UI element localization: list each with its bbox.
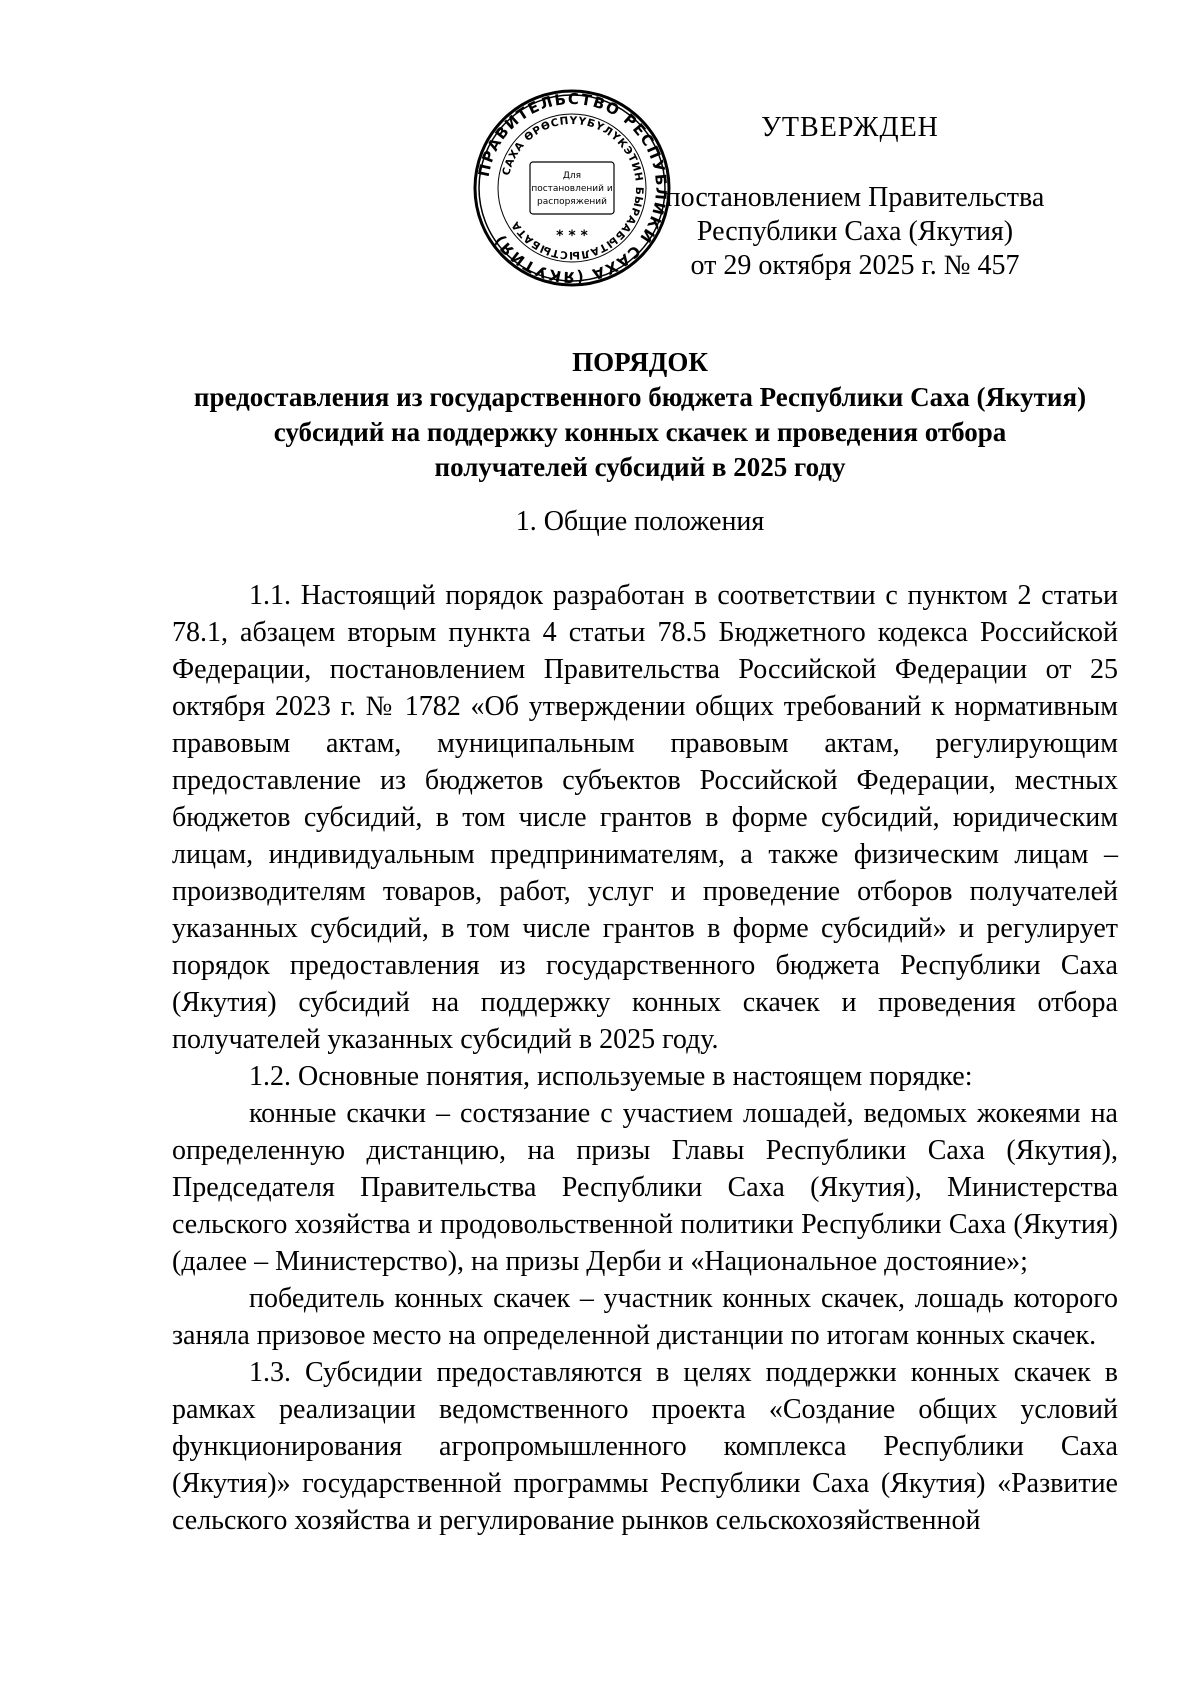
- seal-center-line2: постановлений и: [531, 184, 613, 194]
- title-line4: получателей субсидий в 2025 году: [434, 452, 846, 482]
- document-body: [172, 577, 1118, 1539]
- document-title: [150, 345, 1130, 485]
- title-line2: предоставления из государственного бюджета Республики Саха (Якутия): [193, 382, 1087, 412]
- seal-stars: * * *: [556, 228, 588, 244]
- seal-outer-text: ПРАВИТЕЛЬСТВО РЕСПУБЛИКИ САХА (ЯКУТИЯ): [474, 89, 671, 287]
- seal-center-line3: распоряжений: [537, 197, 607, 207]
- title-line3: субсидий на поддержку конных скачек и проведения отбора: [273, 417, 1007, 447]
- approval-line1: постановлением Правительства: [665, 182, 1045, 213]
- section-heading: 1. Общие положения: [515, 506, 765, 537]
- title-line1: ПОРЯДОК: [572, 347, 708, 377]
- paragraph-1-1: 1.1. Настоящий порядок разработан в соответствии с пунктом 2 статьи 78.1, абзацем вторым пункта 4 статьи 78.5 Бюджетного кодекса Российской Федерации, постановлением Правительства Российской Федерации от 25 октября 2023 г. № 1782 «Об утверждении общих требований к нормативным правовым актам, муниципальным правовым актам, регулирующим предоставление из бюджетов субъектов Российской Федерации, местных бюджетов субсидий, в том числе грантов в форме субсидий, юридическим лицам, индивидуальным предпринимателям, а также физическим лицам – производителям товаров, работ, услуг и проведение отборов получателей указанных субсидий, в том числе грантов в форме субсидий» и регулирует порядок предоставления из государственного бюджета Республики Саха (Якутия) субсидий на поддержку конных скачек и проведения отбора получателей указанных субсидий в 2025 году.: [172, 580, 1118, 1055]
- seal-center-line1: Для: [562, 171, 582, 181]
- paragraph-1-3: 1.3. Субсидии предоставляются в целях поддержки конных скачек в рамках реализации ведомственного проекта «Создание общих условий функционирования агропромышленного комплекса Республики Саха (Якутия)» государственной программы Республики Саха (Якутия) «Развитие сельского хозяйства и регулирование рынков сельскохозяйственной: [172, 1357, 1118, 1536]
- approval-line2: Республики Саха (Якутия): [696, 216, 1014, 247]
- seal-inner-text: САХА ӨРӨСПҮҮБҮЛҮКЭТИН БЫРААБЫТАЛЫСТЫБАТА: [500, 114, 646, 262]
- approval-label: УТВЕРЖДЕН: [761, 112, 939, 143]
- paragraph-1-2: 1.2. Основные понятия, используемые в настоящем порядке:: [249, 1061, 973, 1092]
- approval-line3: от 29 октября 2025 г. № 457: [690, 250, 1020, 281]
- paragraph-definition-horse-races: конные скачки – состязание с участием лошадей, ведомых жокеями на определенную дистанцию, на призы Главы Республики Саха (Якутия), Председателя Правительства Республики Саха (Якутия), Министерства сельского хозяйства и продовольственной политики Республики Саха (Якутия) (далее – Министерство), на призы Дерби и «Национальное достояние»;: [172, 1098, 1118, 1277]
- paragraph-definition-winner: победитель конных скачек – участник конных скачек, лошадь которого заняла призовое место на определенной дистанции по итогам конных скачек.: [172, 1283, 1118, 1351]
